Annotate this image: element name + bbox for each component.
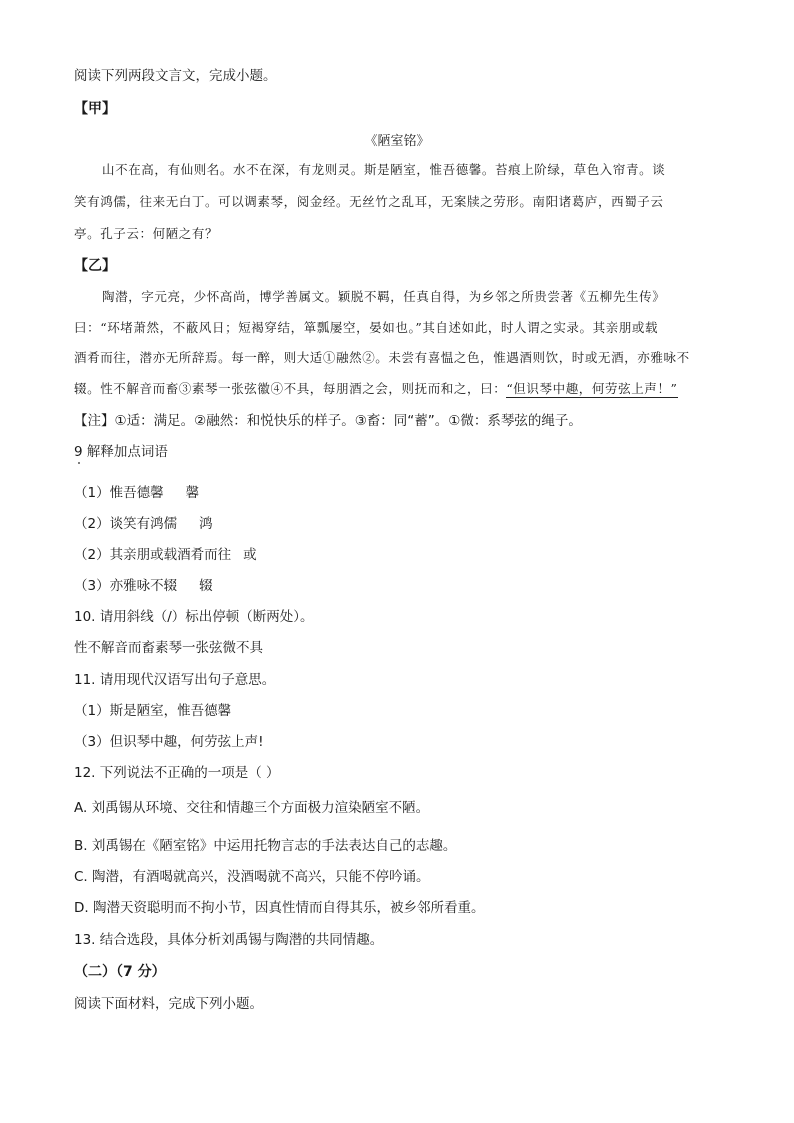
yi-line: 曰：“环堵萧然，不蔽风日；短褐穿结，箪瓢屡空，晏如也。”其自述如此，时人谓之实录。其亲朋或载 bbox=[74, 320, 659, 335]
yi-line-text: 辍。性不解音而畜③素琴一张弦徽④不具，每朋酒之会，则抚而和之，曰： bbox=[74, 381, 507, 396]
q12-stem: 12. 下列说法不正确的一项是（ ） bbox=[74, 765, 280, 781]
q10-stem: 10. 请用斜线（/）标出停顿（断两处）。 bbox=[74, 609, 314, 625]
q9-item-text: （2）谈笑有鸿儒 bbox=[74, 516, 178, 532]
jia-line: 亭。孔子云：何陋之有？ bbox=[74, 226, 219, 241]
q9-item-text: （3）亦雅咏不辍 bbox=[74, 578, 178, 594]
q11-item: （3）但识琴中趣，何劳弦上声! bbox=[74, 734, 264, 750]
q9-stem: 9 解释加点词语 bbox=[74, 444, 168, 460]
yi-line-last bbox=[74, 379, 678, 399]
q9-item bbox=[74, 576, 213, 596]
q9-item-word: 辍 bbox=[199, 578, 213, 594]
section-2-label: （二）（7 分） bbox=[74, 964, 166, 980]
yi-line: 陶潜，字元亮，少怀高尚，博学善属文。颖脱不羁，任真自得，为乡邻之所贵尝著《五柳先生传》 bbox=[102, 289, 666, 304]
q9-item bbox=[74, 483, 199, 503]
emphasis-dot bbox=[78, 462, 80, 464]
q12-option: D. 陶潜天资聪明而不拘小节，因真性情而自得其乐，被乡邻所看重。 bbox=[74, 900, 485, 916]
q9-item-word: 或 bbox=[243, 547, 257, 563]
section-jia-label: 【甲】 bbox=[74, 101, 116, 117]
yi-line: 酒肴而往，潜亦无所辞焉。每一醉，则大适①融然②。未尝有喜愠之色，惟遇酒则饮，时或无酒，亦雅咏不 bbox=[74, 350, 690, 365]
jia-title: 《陋室铭》 bbox=[364, 134, 430, 149]
section-yi-label: 【乙】 bbox=[74, 258, 116, 274]
note-text: 【注】①适：满足。②融然：和悦快乐的样子。③畜：同“蓄”。①微：系琴弦的绳子。 bbox=[74, 413, 582, 429]
q9-item bbox=[74, 545, 257, 565]
q12-option: A. 刘禹锡从环境、交往和情趣三个方面极力渲染陋室不陋。 bbox=[74, 800, 430, 816]
section-2-intro: 阅读下面材料，完成下列小题。 bbox=[74, 996, 263, 1012]
q10-sentence: 性不解音而畜素琴一张弦微不具 bbox=[74, 640, 263, 656]
q11-item: （1）斯是陋室，惟吾德馨 bbox=[74, 703, 232, 719]
q13-stem: 13. 结合选段，具体分析刘禹锡与陶潜的共同情趣。 bbox=[74, 932, 384, 948]
jia-line: 山不在高，有仙则名。水不在深，有龙则灵。斯是陋室，惟吾德馨。苔痕上阶绿，草色入帘青。谈 bbox=[102, 162, 666, 177]
q9-item-word: 馨 bbox=[185, 485, 200, 501]
yi-quote: “但识琴中趣，何劳弦上声！” bbox=[506, 381, 678, 396]
q12-option: B. 刘禹锡在《陋室铭》中运用托物言志的手法表达自己的志趣。 bbox=[74, 838, 457, 854]
q11-stem: 11. 请用现代汉语写出句子意思。 bbox=[74, 672, 276, 688]
q9-item bbox=[74, 514, 213, 534]
q9-item-word: 鸿 bbox=[199, 516, 213, 532]
q9-item-text: （1）惟吾德馨 bbox=[74, 485, 164, 501]
jia-line: 笑有鸿儒，往来无白丁。可以调素琴，阅金经。无丝竹之乱耳，无案牍之劳形。南阳诸葛庐，西蜀子云 bbox=[74, 194, 664, 209]
q12-option: C. 陶潜，有酒喝就高兴，没酒喝就不高兴，只能不停吟诵。 bbox=[74, 869, 430, 885]
intro-text: 阅读下列两段文言文，完成小题。 bbox=[74, 68, 277, 84]
q9-item-text: （2）其亲朋或载酒肴而往 bbox=[74, 547, 232, 563]
